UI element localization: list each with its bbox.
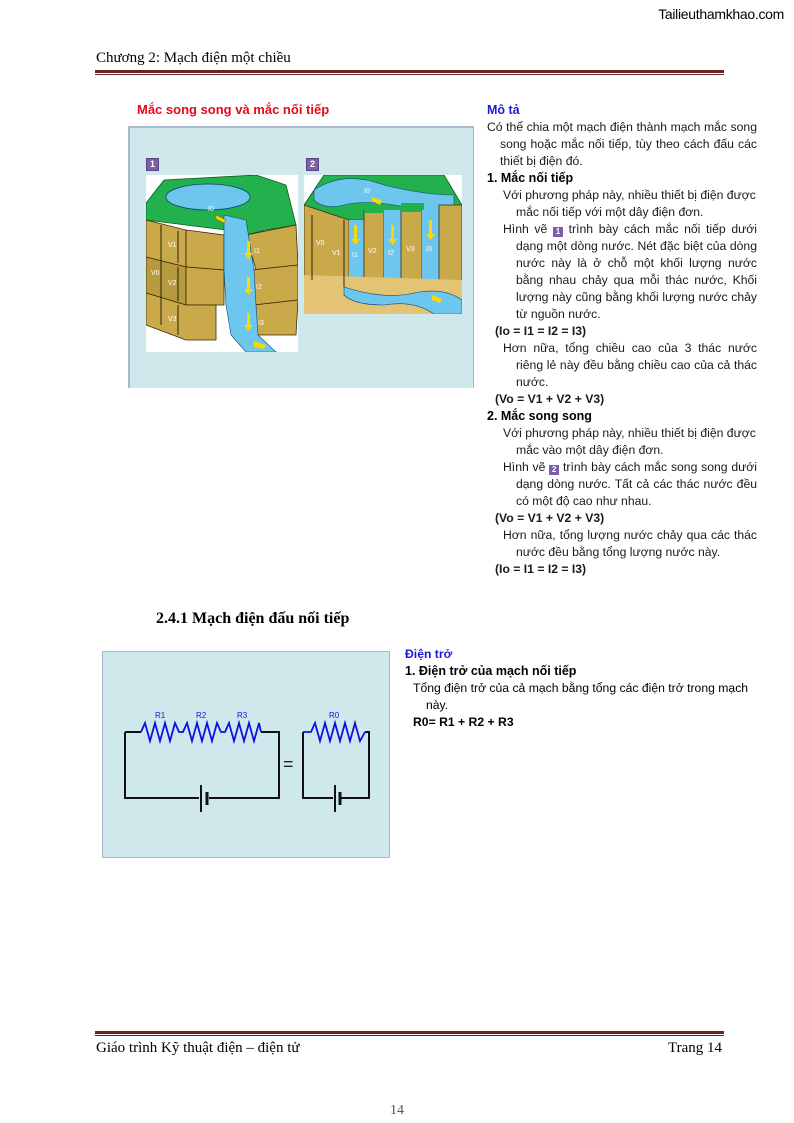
svg-text:V1: V1 <box>168 242 177 249</box>
footer-book-title: Giáo trình Kỹ thuật điện – điện tử <box>96 1040 300 1056</box>
parallel-heading: 2. Mắc song song <box>487 409 592 423</box>
svg-text:I1: I1 <box>352 252 358 259</box>
parallel-voltage-formula: (Vo = V1 + V2 + V3) <box>495 511 605 525</box>
svg-text:V3: V3 <box>406 246 415 253</box>
description-intro: Có thể chia một mạch điện thành mạch mắc song song hoặc mắc nối tiếp, tùy theo cách đấu các thiết bị điện đó. <box>487 120 757 168</box>
series-waterfall-image <box>146 175 298 352</box>
resistance-heading: Điện trở <box>405 647 453 661</box>
svg-text:V3: V3 <box>168 316 177 323</box>
svg-text:V0: V0 <box>151 270 160 277</box>
series-heading: 1. Mắc nối tiếp <box>487 171 574 185</box>
resistance-sub-heading: 1. Điện trở của mạch nối tiếp <box>405 664 577 678</box>
parallel-waterfall-image <box>304 175 462 314</box>
figure-2-ref-badge: 2 <box>549 465 559 475</box>
page-number: 14 <box>390 1103 404 1118</box>
resistance-column <box>405 646 785 731</box>
series-paragraph-1: Với phương pháp này, nhiều thiết bị điện được mắc nối tiếp với một dây điện đơn. <box>503 188 756 219</box>
parallel-waterfall-illustration <box>304 175 462 314</box>
resistance-text: Tổng điện trở của cả mạch bằng tổng các điện trở trong mạch này. <box>413 681 749 712</box>
r2-label: R2 <box>196 711 207 720</box>
svg-text:V2: V2 <box>168 280 177 287</box>
series-current-formula: (Io = I1 = I2 = I3) <box>495 324 587 338</box>
waterfall-figure <box>128 126 474 388</box>
svg-text:V0: V0 <box>316 240 325 247</box>
parallel-paragraph-3: Hơn nữa, tổng lượng nước chảy qua các thác nước đều bằng tổng lượng nước này. <box>503 528 757 559</box>
description-column <box>487 102 757 578</box>
footer-page-label: Trang 14 <box>667 1040 722 1056</box>
circuit-schematic <box>103 652 389 857</box>
figure-1-ref-badge: 1 <box>553 227 563 237</box>
svg-text:I2: I2 <box>256 284 262 291</box>
svg-text:I2: I2 <box>388 250 394 257</box>
svg-text:V2: V2 <box>368 248 377 255</box>
figure-title: Mắc song song và mắc nối tiếp <box>137 102 330 117</box>
r0-label: R0 <box>329 711 340 720</box>
svg-text:V1: V1 <box>332 250 341 257</box>
series-paragraph-3: Hơn nữa, tổng chiều cao của 3 thác nước riêng lẻ này đều bằng chiều cao của cả thác nước. <box>503 341 757 389</box>
svg-text:I0: I0 <box>208 206 214 213</box>
resistance-formula: R0= R1 + R2 + R3 <box>413 715 514 729</box>
r3-label: R3 <box>237 711 248 720</box>
equals-sign: = <box>283 754 294 774</box>
series-paragraph-2: Hình vẽ 1 trình bày cách mắc nối tiếp dưới dạng một dòng nước. Nét đặc biệt của dòng nước này là ở chỗ một khối lượng nước bằng nhau chảy qua mỗi thác nước, Khối lượng này cũng bằng khối lượng nước chảy từ nguồn nước. <box>503 222 757 321</box>
description-heading: Mô tả <box>487 103 520 117</box>
series-circuit-diagram <box>102 651 390 858</box>
chapter-title: Chương 2: Mạch điện một chiều <box>96 50 291 66</box>
panel-1-badge: 1 <box>146 158 159 171</box>
series-voltage-formula: (Vo = V1 + V2 + V3) <box>495 392 605 406</box>
svg-text:I1: I1 <box>254 248 260 255</box>
header-divider <box>95 70 724 75</box>
panel-2-badge: 2 <box>306 158 319 171</box>
svg-text:I3: I3 <box>258 320 264 327</box>
r1-label: R1 <box>155 711 166 720</box>
parallel-paragraph-2: Hình vẽ 2 trình bày cách mắc song song dưới dạng dòng nước. Tất cả các thác nước đều có một độ cao như nhau. <box>503 460 757 508</box>
footer-divider <box>95 1031 724 1036</box>
svg-text:I0: I0 <box>364 188 370 195</box>
section-heading: 2.4.1 Mạch điện đấu nối tiếp <box>156 610 350 627</box>
series-waterfall-illustration <box>146 175 298 352</box>
parallel-current-formula: (Io = I1 = I2 = I3) <box>495 562 587 576</box>
parallel-paragraph-1: Với phương pháp này, nhiều thiết bị điện được mắc vào một dây điện đơn. <box>503 426 756 457</box>
svg-text:I3: I3 <box>426 246 432 253</box>
watermark: Tailieuthamkhao.com <box>658 6 784 22</box>
